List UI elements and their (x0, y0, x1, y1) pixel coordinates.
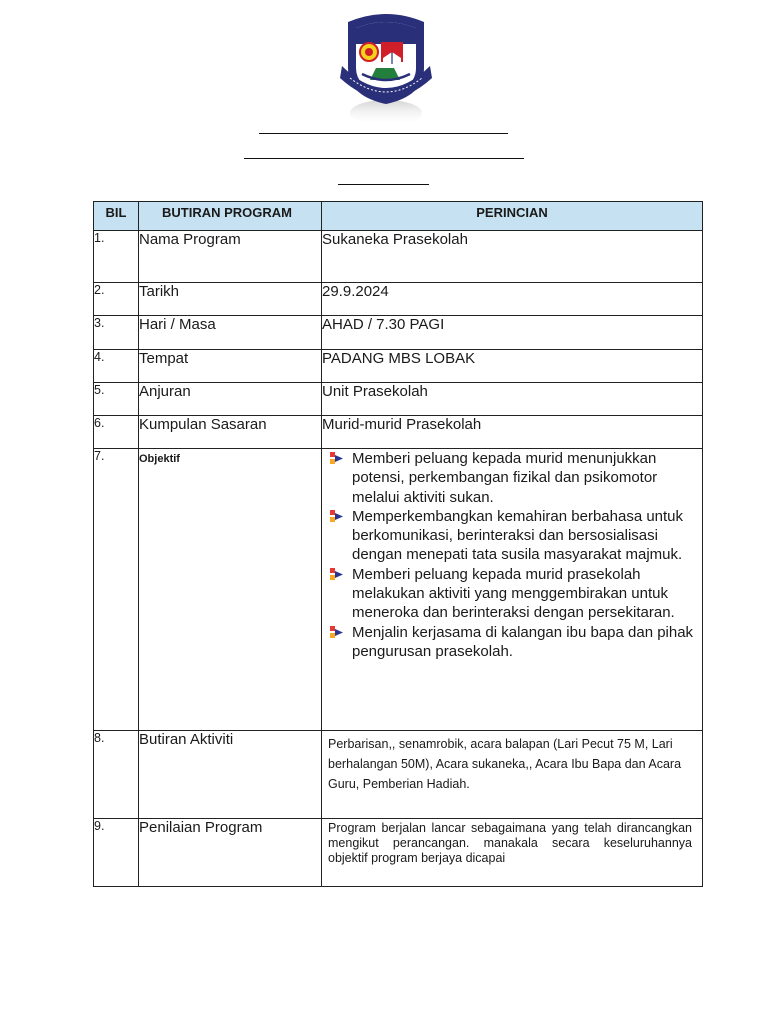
objektif-list (322, 449, 702, 661)
title-rule-2 (244, 158, 524, 159)
row-number: 4. (94, 350, 139, 383)
row-number: 5. (94, 383, 139, 416)
header-bil: BIL (94, 202, 139, 231)
row-number: 6. (94, 416, 139, 449)
row-label: Tempat (139, 350, 322, 383)
row-number: 8. (94, 731, 139, 819)
table-row (94, 283, 703, 316)
row-number: 2. (94, 283, 139, 316)
objektif-label: Objektif (139, 449, 322, 731)
objektif-item (352, 565, 694, 623)
objektif-row (94, 449, 703, 731)
table-header-row (94, 202, 703, 231)
arrow-bullet-icon (328, 568, 344, 581)
objektif-list-cell (322, 449, 703, 731)
table-row (94, 383, 703, 416)
school-crest-logo (336, 8, 436, 126)
row-label: Nama Program (139, 231, 322, 283)
aktiviti-row (94, 731, 703, 819)
penilaian-row (94, 819, 703, 887)
penilaian-text: Program berjalan lancar sebagaimana yang telah dirancangkan mengikut perancangan. manakala secara keseluruhannya objektif program berjaya dicapai (328, 821, 692, 865)
title-rule-3 (338, 184, 429, 185)
arrow-bullet-icon (328, 626, 344, 639)
objektif-item-text: Memperkembangkan kemahiran berbahasa untuk berkomunikasi, berinteraksi dan bersosialisasi dengan menepati tata susila masyarakat majmuk. (352, 507, 684, 564)
row-value: Unit Prasekolah (322, 383, 703, 416)
aktiviti-text: Perbarisan,, senamrobik, acara balapan (Lari Pecut 75 M, Lari berhalangan 50M), Acara sukaneka,, Acara Ibu Bapa dan Acara Guru, Pemberian Hadiah. (328, 737, 682, 791)
penilaian-cell (322, 819, 703, 887)
row-value: Murid-murid Prasekolah (322, 416, 703, 449)
row-value: Sukaneka Prasekolah (322, 231, 703, 283)
header-perincian: PERINCIAN (322, 202, 703, 231)
table-row (94, 316, 703, 350)
objektif-item (352, 507, 694, 565)
row-label: Anjuran (139, 383, 322, 416)
row-value: AHAD / 7.30 PAGI (322, 316, 703, 350)
header-butiran-program: BUTIRAN PROGRAM (139, 202, 322, 231)
arrow-bullet-icon (328, 510, 344, 523)
aktiviti-cell (322, 731, 703, 819)
arrow-bullet-icon (328, 452, 344, 465)
objektif-item-text: Memberi peluang kepada murid prasekolah melakukan aktiviti yang menggembirakan untuk meneroka dan berinteraksi dengan persekitaran. (352, 565, 675, 622)
table-row (94, 350, 703, 383)
objektif-item (352, 449, 694, 507)
table-row (94, 231, 703, 283)
row-label: Kumpulan Sasaran (139, 416, 322, 449)
objektif-item-text: Memberi peluang kepada murid menunjukkan potensi, perkembangan fizikal dan psikomotor melalui aktiviti sukan. (352, 450, 658, 506)
row-number: 3. (94, 316, 139, 350)
table-row (94, 416, 703, 449)
penilaian-label: Penilaian Program (139, 819, 322, 887)
aktiviti-label: Butiran Aktiviti (139, 731, 322, 819)
objektif-item (352, 623, 694, 662)
row-value: PADANG MBS LOBAK (322, 350, 703, 383)
row-number: 7. (94, 449, 139, 731)
row-number: 1. (94, 231, 139, 283)
row-label: Hari / Masa (139, 316, 322, 350)
row-label: Tarikh (139, 283, 322, 316)
title-rule-1 (259, 133, 508, 134)
program-table (93, 201, 703, 887)
row-number: 9. (94, 819, 139, 887)
row-value: 29.9.2024 (322, 283, 703, 316)
objektif-item-text: Menjalin kerjasama di kalangan ibu bapa dan pihak pengurusan prasekolah. (352, 623, 694, 660)
